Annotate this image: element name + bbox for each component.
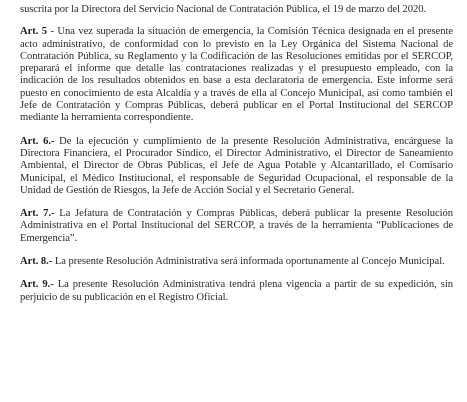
article-9 (20, 279, 453, 304)
article-label: Art. 8.- (20, 256, 53, 268)
intro-paragraph: suscrita por la Directora del Servicio Nacional de Contratación Pública, el 19 de marzo del 2020. (20, 4, 427, 15)
article-6 (20, 136, 453, 197)
article-5 (20, 26, 453, 124)
article-separator: - (47, 26, 58, 38)
article-7 (20, 208, 453, 245)
article-text: La presente Resolución Administrativa tendrá plena vigencia a partir de su expedición, sin perjuicio de su publicación en el Registro Oficial. (20, 279, 453, 303)
article-label: Art. 7.- (20, 208, 55, 220)
article-text: De la ejecución y cumplimiento de la presente Resolución Administrativa, encárguese la Directora Financiera, el Procurador Síndico, el Director Administrativo, el Director de Saneamiento Ambiental, el Director de Obras Públicas, el Jefe de Agua Potable y Alcantarillado, el Comisario Municipal, el Médico Institucional, el responsable de Seguridad Ocupacional, el responsable de la Unidad de Gestión de Riesgos, la Jefe de Acción Social y el Secretario General. (20, 135, 453, 196)
article-label: Art. 6.- (20, 135, 55, 147)
article-label: Art. 9.- (20, 279, 54, 291)
article-8 (20, 256, 453, 268)
article-text: La Jefatura de Contratación y Compras Públicas, deberá publicar la presente Resolución Administrativa en el Portal Institucional del SERCOP, a través de la herramienta “Publicaciones de Emergencia”. (20, 208, 453, 244)
article-label: Art. 5 (20, 26, 48, 38)
article-text: La presente Resolución Administrativa será informada oportunamente al Concejo Municipal. (54, 256, 445, 268)
document-page (20, 4, 453, 315)
article-text: Una vez superada la situación de emergencia, la Comisión Técnica designada en el presente acto administrativo, de conformidad con lo previsto en la Ley Orgánica del Sistema Nacional de Contratación Pública, su Reglamento y la Codificación de las Resoluciones emitidas por el SERCOP, preparará el informe que detalle las contrataciones realizadas y el presupuesto empleado, con la indicación de los resultados obtenidos en base a esta declaratoria de emergencia. Este informe será puesto en conocimiento de esta Alcaldía y a través de ella al Concejo Municipal, así como también el Jefe de Contratación y Compras Públicas, deberá publicar en el Portal Institucional del SERCOP mediante la herramienta correspondiente. (20, 26, 453, 124)
